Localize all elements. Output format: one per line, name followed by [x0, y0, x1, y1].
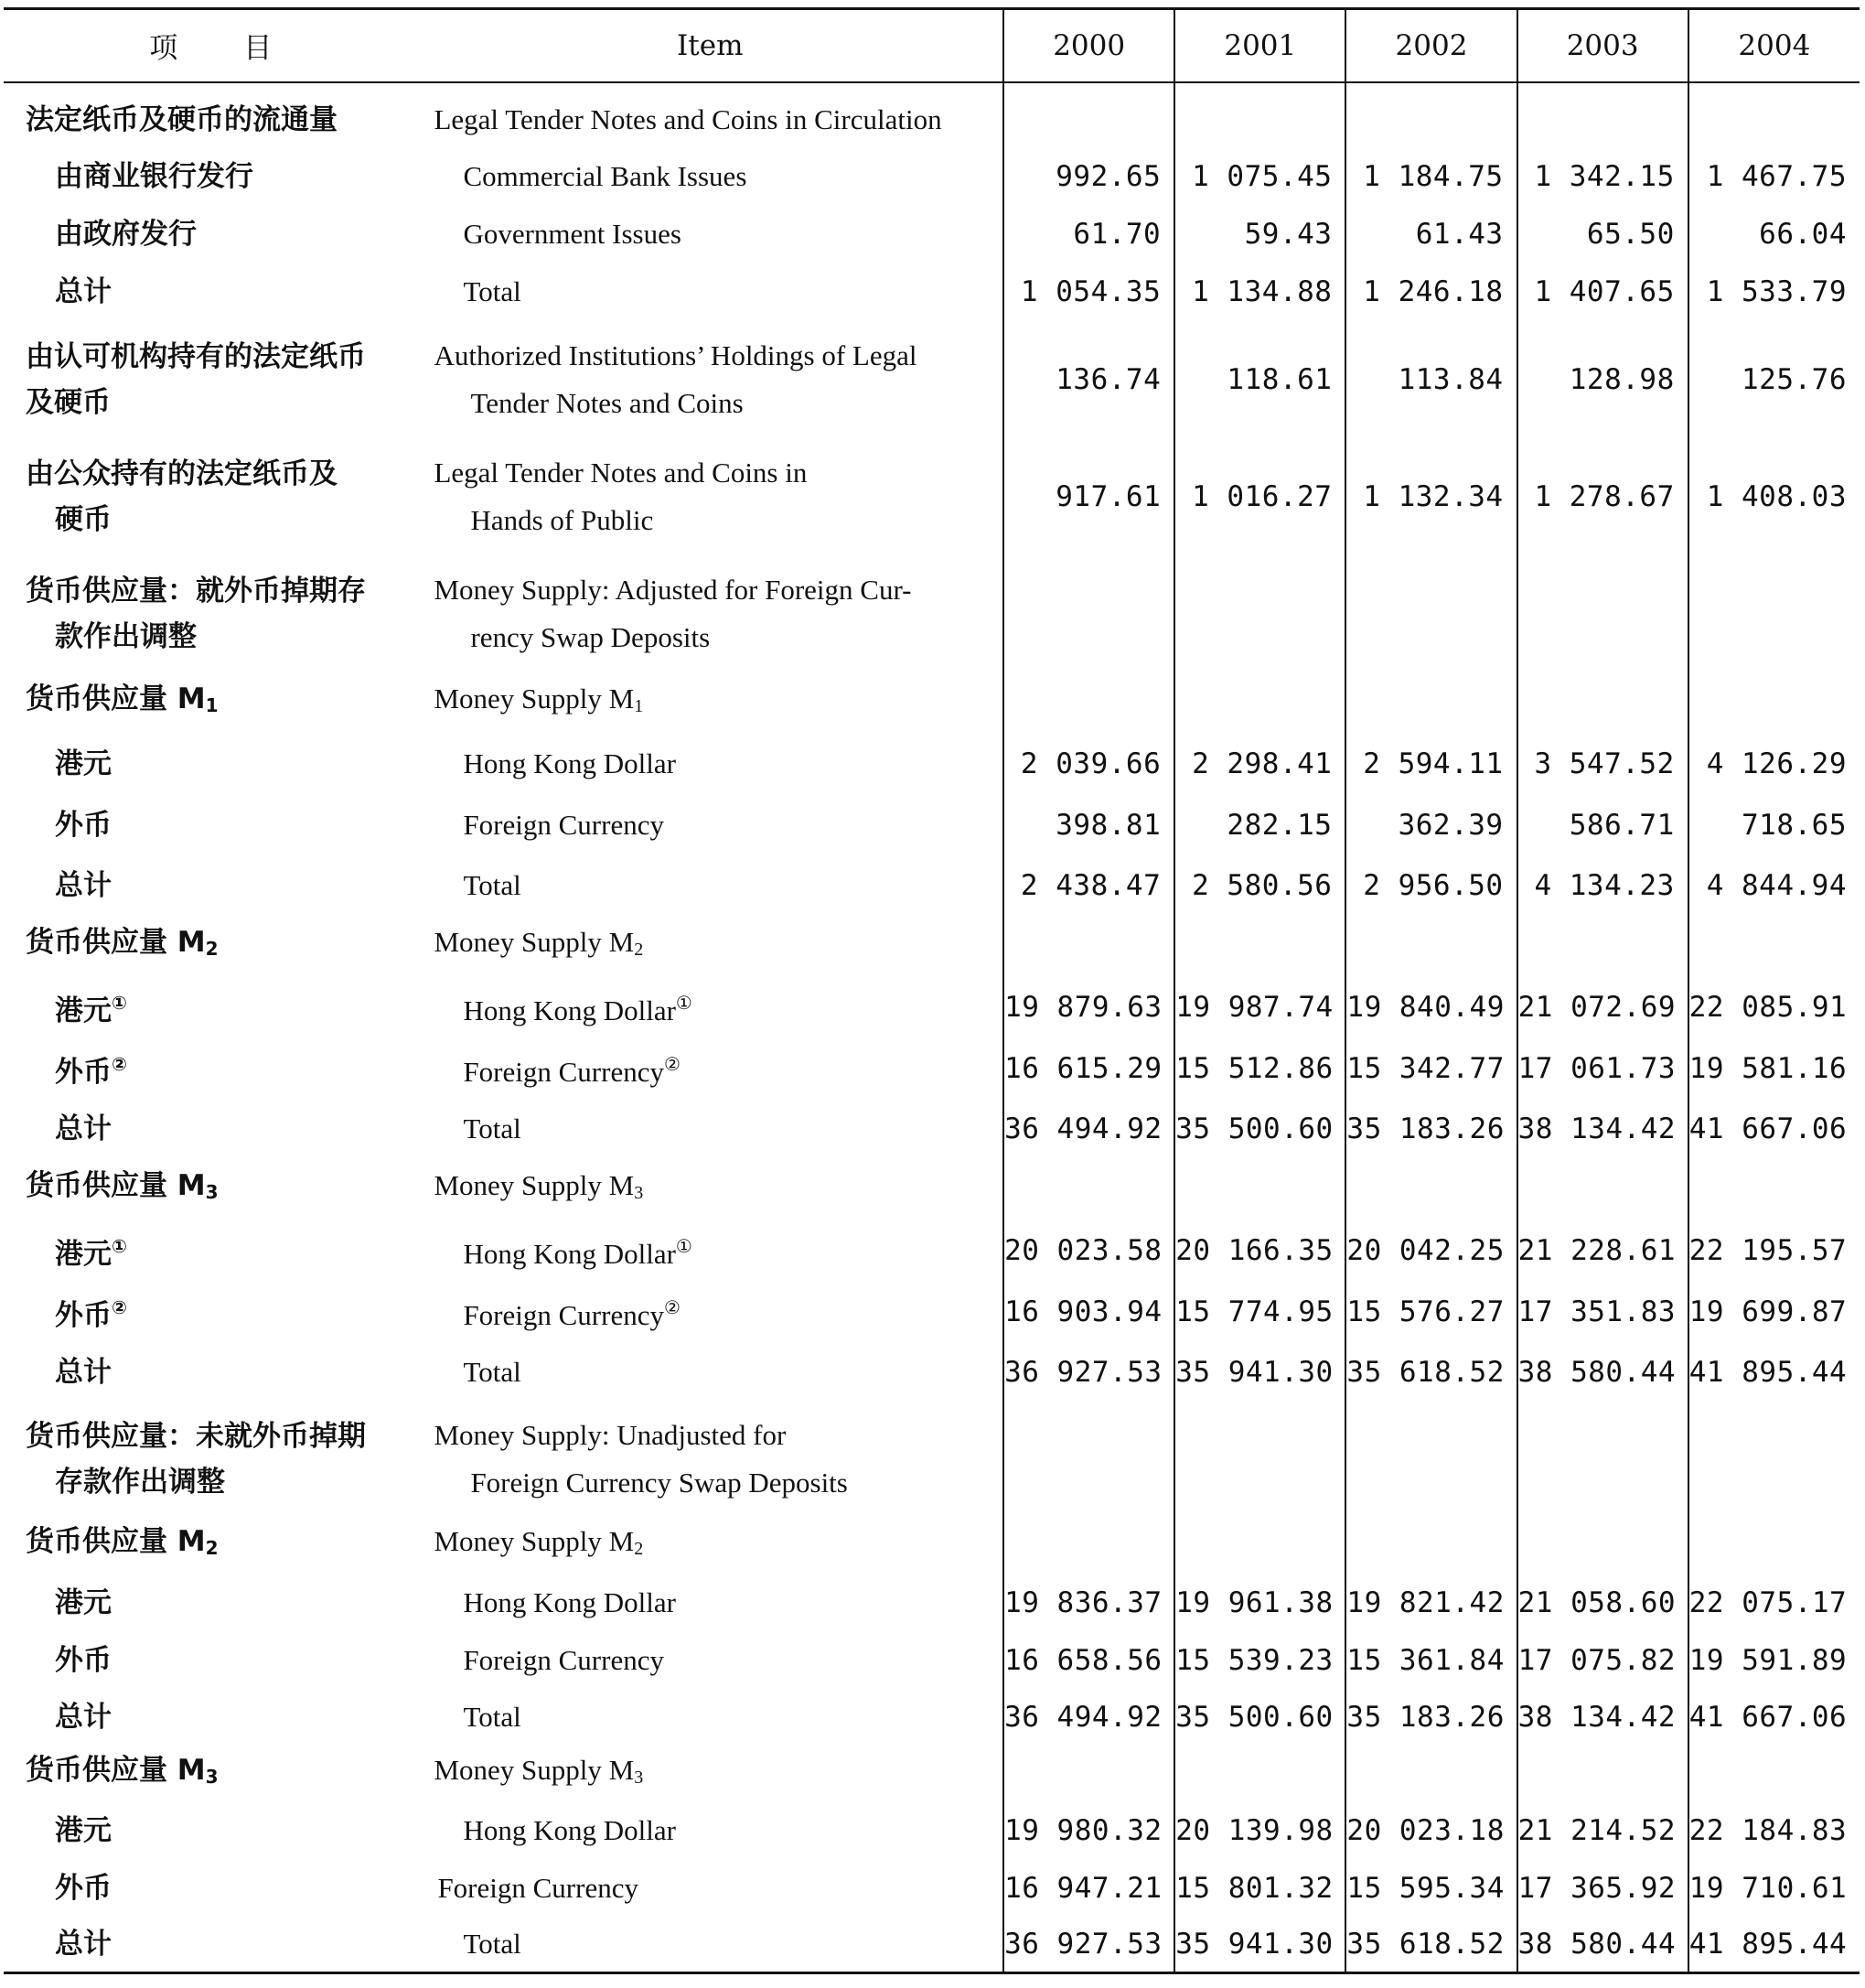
row-label-en	[417, 916, 1003, 976]
table-row	[4, 855, 1860, 916]
subscript: 2	[634, 939, 644, 960]
row-label-cn-line2: 款作出调整	[55, 619, 197, 653]
value-cell: 19 581.16	[1688, 1038, 1860, 1099]
value-cell: 2 580.56	[1174, 855, 1345, 916]
value-cell: 38 580.44	[1517, 1917, 1688, 1973]
value-cell	[1174, 1516, 1345, 1574]
value-cell: 136.74	[1003, 321, 1174, 438]
row-label-cn	[4, 1038, 417, 1099]
value-cell	[1003, 555, 1174, 672]
value-cell: 66.04	[1688, 206, 1860, 263]
value-cell	[1174, 555, 1345, 672]
value-cell: 21 214.52	[1517, 1802, 1688, 1860]
value-cell	[1688, 555, 1860, 672]
row-label-cn-text: 港元	[55, 994, 112, 1027]
value-cell	[1688, 1402, 1860, 1516]
value-cell	[1345, 672, 1517, 733]
value-cell	[1345, 1516, 1517, 1574]
value-cell: 19 699.87	[1688, 1282, 1860, 1342]
table-row	[4, 1746, 1860, 1802]
subscript: 3	[634, 1182, 644, 1203]
value-cell: 20 023.18	[1345, 1802, 1517, 1860]
subscript: 2	[205, 938, 219, 960]
row-label-cn-text: 外币	[55, 1056, 112, 1089]
row-label-en	[417, 555, 1003, 672]
header-year-2004: 2004	[1688, 9, 1860, 82]
row-label-en	[417, 672, 1003, 733]
table-row	[4, 1802, 1860, 1860]
header-row	[4, 9, 1860, 82]
row-label-cn-line2: 存款作出调整	[55, 1465, 225, 1499]
value-cell: 41 895.44	[1688, 1917, 1860, 1973]
header-item: Item	[417, 9, 1003, 82]
row-label-en-line2: Hands of Public	[470, 503, 654, 536]
row-label-cn: 总计	[55, 275, 112, 308]
row-label-cn-line1: 货币供应量：未就外币掉期	[26, 1419, 366, 1453]
footnote-mark: ②	[112, 1296, 127, 1318]
row-label-cn-line2: 硬币	[55, 502, 112, 536]
table-row	[4, 263, 1860, 321]
value-cell: 1 408.03	[1688, 438, 1860, 555]
row-label-cn-text: 外币	[55, 1299, 112, 1332]
value-cell: 113.84	[1345, 321, 1517, 438]
table-row	[4, 321, 1860, 438]
value-cell: 41 667.06	[1688, 1099, 1860, 1159]
row-label-cn-text: 货币供应量 M	[26, 682, 206, 715]
value-cell	[1517, 82, 1688, 148]
row-label-cn: 外币	[55, 1643, 112, 1677]
value-cell: 15 512.86	[1174, 1038, 1345, 1099]
value-cell: 36 494.92	[1003, 1099, 1174, 1159]
row-label-cn	[4, 672, 417, 733]
value-cell: 1 407.65	[1517, 263, 1688, 321]
value-cell: 41 667.06	[1688, 1689, 1860, 1746]
value-cell: 15 595.34	[1345, 1860, 1517, 1917]
value-cell: 19 961.38	[1174, 1574, 1345, 1632]
row-label-cn	[4, 1220, 417, 1282]
footnote-mark: ②	[663, 1297, 681, 1318]
subscript: 1	[205, 694, 219, 716]
value-cell: 20 042.25	[1345, 1220, 1517, 1282]
value-cell: 19 879.63	[1003, 976, 1174, 1038]
header-year-2003: 2003	[1517, 9, 1688, 82]
row-label-cn	[4, 1516, 417, 1574]
row-label-en: Total	[417, 1917, 1003, 1973]
table-row	[4, 82, 1860, 148]
table-row	[4, 1402, 1860, 1516]
table-row	[4, 1632, 1860, 1689]
value-cell: 917.61	[1003, 438, 1174, 555]
value-cell: 1 184.75	[1345, 148, 1517, 206]
row-label-cn: 由政府发行	[55, 218, 197, 251]
row-label-cn	[4, 321, 417, 438]
header-cn-a: 项	[149, 32, 178, 66]
value-cell: 17 075.82	[1517, 1632, 1688, 1689]
value-cell: 36 494.92	[1003, 1689, 1174, 1746]
row-label-cn-line1: 货币供应量：就外币掉期存	[26, 574, 366, 607]
table-row	[4, 1516, 1860, 1574]
header-cn-b: 目	[243, 32, 273, 66]
value-cell	[1345, 82, 1517, 148]
value-cell	[1174, 672, 1345, 733]
row-label-cn: 港元	[55, 747, 112, 780]
value-cell: 3 547.52	[1517, 733, 1688, 795]
value-cell	[1174, 916, 1345, 976]
table-row	[4, 438, 1860, 555]
table-row	[4, 1689, 1860, 1746]
value-cell: 21 072.69	[1517, 976, 1688, 1038]
footnote-mark: ②	[663, 1054, 681, 1075]
value-cell: 22 184.83	[1688, 1802, 1860, 1860]
value-cell: 718.65	[1688, 795, 1860, 855]
row-label-en: Government Issues	[463, 218, 681, 250]
table-row	[4, 916, 1860, 976]
row-label-cn: 外币	[55, 1871, 112, 1905]
table-row	[4, 1917, 1860, 1973]
value-cell: 22 085.91	[1688, 976, 1860, 1038]
value-cell	[1517, 555, 1688, 672]
value-cell: 61.43	[1345, 206, 1517, 263]
table-row	[4, 1099, 1860, 1159]
row-label-en-line1: Authorized Institutions’ Holdings of Legal	[434, 338, 917, 371]
value-cell: 36 927.53	[1003, 1917, 1174, 1973]
value-cell: 17 351.83	[1517, 1282, 1688, 1342]
value-cell: 15 576.27	[1345, 1282, 1517, 1342]
value-cell	[1003, 1159, 1174, 1220]
value-cell: 1 342.15	[1517, 148, 1688, 206]
value-cell	[1174, 1402, 1345, 1516]
footnote-mark: ②	[112, 1053, 127, 1075]
row-label-en: Total	[463, 1112, 521, 1144]
value-cell	[1517, 916, 1688, 976]
row-label-cn-text: 货币供应量 M	[26, 1754, 206, 1787]
subscript: 2	[634, 1538, 644, 1559]
value-cell	[1003, 672, 1174, 733]
row-label-en	[417, 438, 1003, 555]
row-label-en-text: Money Supply M	[434, 1168, 635, 1201]
table-row	[4, 1220, 1860, 1282]
value-cell	[1345, 1746, 1517, 1802]
table-row	[4, 1282, 1860, 1342]
header-cn	[4, 9, 417, 82]
row-label-en	[417, 976, 1003, 1038]
value-cell: 282.15	[1174, 795, 1345, 855]
value-cell: 35 500.60	[1174, 1099, 1345, 1159]
row-label-cn-text: 货币供应量 M	[26, 1525, 206, 1558]
footnote-mark: ①	[675, 1236, 692, 1257]
row-label-en: Foreign Currency	[463, 808, 664, 841]
value-cell: 1 467.75	[1688, 148, 1860, 206]
value-cell: 1 075.45	[1174, 148, 1345, 206]
value-cell: 1 246.18	[1345, 263, 1517, 321]
table-row	[4, 976, 1860, 1038]
value-cell: 16 947.21	[1003, 1860, 1174, 1917]
table-row	[4, 148, 1860, 206]
row-label-en-text: Money Supply M	[434, 682, 635, 715]
value-cell: 2 594.11	[1345, 733, 1517, 795]
value-cell: 20 166.35	[1174, 1220, 1345, 1282]
row-label-en	[417, 1516, 1003, 1574]
value-cell: 59.43	[1174, 206, 1345, 263]
value-cell: 1 132.34	[1345, 438, 1517, 555]
value-cell: 4 134.23	[1517, 855, 1688, 916]
value-cell: 35 941.30	[1174, 1917, 1345, 1973]
row-label-cn: 总计	[4, 1917, 417, 1973]
row-label-en: Total	[463, 868, 521, 901]
value-cell	[1345, 1159, 1517, 1220]
value-cell: 15 361.84	[1345, 1632, 1517, 1689]
row-label-en-line1: Money Supply: Unadjusted for	[434, 1418, 787, 1451]
value-cell	[1517, 672, 1688, 733]
row-label-en: Foreign Currency	[463, 1643, 664, 1676]
footnote-mark: ①	[675, 993, 692, 1014]
row-label-cn-line1: 由认可机构持有的法定纸币	[26, 339, 366, 373]
value-cell: 4 126.29	[1688, 733, 1860, 795]
value-cell: 118.61	[1174, 321, 1345, 438]
value-cell: 2 298.41	[1174, 733, 1345, 795]
value-cell: 20 023.58	[1003, 1220, 1174, 1282]
value-cell: 19 987.74	[1174, 976, 1345, 1038]
row-label-en	[417, 1220, 1003, 1282]
value-cell: 61.70	[1003, 206, 1174, 263]
value-cell: 17 365.92	[1517, 1860, 1688, 1917]
row-label-en-line1: Money Supply: Adjusted for Foreign Cur-	[434, 573, 912, 606]
row-label-en: Total	[463, 275, 521, 307]
value-cell	[1517, 1516, 1688, 1574]
value-cell	[1174, 1159, 1345, 1220]
value-cell: 38 134.42	[1517, 1099, 1688, 1159]
value-cell: 16 658.56	[1003, 1632, 1174, 1689]
value-cell: 35 941.30	[1174, 1342, 1345, 1402]
value-cell	[1688, 1746, 1860, 1802]
row-label-en	[417, 1038, 1003, 1099]
value-cell	[1345, 1402, 1517, 1516]
money-supply-table	[4, 7, 1860, 1974]
value-cell	[1345, 555, 1517, 672]
value-cell: 36 927.53	[1003, 1342, 1174, 1402]
row-label-cn: 法定纸币及硬币的流通量	[26, 103, 338, 136]
value-cell: 125.76	[1688, 321, 1860, 438]
row-label-en-line1: Legal Tender Notes and Coins in	[434, 456, 808, 489]
value-cell: 35 183.26	[1345, 1689, 1517, 1746]
value-cell	[1003, 1516, 1174, 1574]
row-label-en	[417, 1746, 1003, 1802]
value-cell: 4 844.94	[1688, 855, 1860, 916]
value-cell: 35 618.52	[1345, 1342, 1517, 1402]
value-cell	[1688, 1159, 1860, 1220]
value-cell: 35 618.52	[1345, 1917, 1517, 1973]
value-cell: 15 539.23	[1174, 1632, 1345, 1689]
value-cell: 19 591.89	[1688, 1632, 1860, 1689]
value-cell	[1345, 916, 1517, 976]
subscript: 2	[205, 1537, 219, 1559]
row-label-en-text: Foreign Currency	[463, 1298, 664, 1331]
value-cell: 22 075.17	[1688, 1574, 1860, 1632]
value-cell	[1174, 82, 1345, 148]
value-cell: 38 134.42	[1517, 1689, 1688, 1746]
value-cell: 128.98	[1517, 321, 1688, 438]
table-row	[4, 1860, 1860, 1917]
value-cell	[1003, 916, 1174, 976]
row-label-en	[417, 321, 1003, 438]
value-cell: 19 710.61	[1688, 1860, 1860, 1917]
row-label-cn-text: 货币供应量 M	[26, 1169, 206, 1202]
value-cell: 2 039.66	[1003, 733, 1174, 795]
row-label-cn: 由商业银行发行	[55, 160, 253, 193]
value-cell: 19 836.37	[1003, 1574, 1174, 1632]
row-label-cn: 总计	[55, 1112, 112, 1145]
row-label-cn-text: 港元	[55, 1238, 112, 1271]
row-label-cn: 总计	[55, 1700, 112, 1734]
value-cell: 65.50	[1517, 206, 1688, 263]
row-label-cn: 港元	[55, 1586, 112, 1619]
value-cell: 1 134.88	[1174, 263, 1345, 321]
value-cell	[1517, 1402, 1688, 1516]
value-cell: 1 278.67	[1517, 438, 1688, 555]
header-year-2001: 2001	[1174, 9, 1345, 82]
row-label-cn-line2: 及硬币	[26, 385, 111, 419]
table-row	[4, 555, 1860, 672]
value-cell: 41 895.44	[1688, 1342, 1860, 1402]
footnote-mark: ①	[112, 1235, 127, 1257]
value-cell: 2 956.50	[1345, 855, 1517, 916]
value-cell: 22 195.57	[1688, 1220, 1860, 1282]
row-label-en: Hong Kong Dollar	[463, 1586, 676, 1618]
value-cell: 16 615.29	[1003, 1038, 1174, 1099]
table-row	[4, 1342, 1860, 1402]
header-year-2002: 2002	[1345, 9, 1517, 82]
value-cell: 17 061.73	[1517, 1038, 1688, 1099]
table-row	[4, 733, 1860, 795]
value-cell: 20 139.98	[1174, 1802, 1345, 1860]
value-cell: 15 342.77	[1345, 1038, 1517, 1099]
subscript: 3	[205, 1181, 219, 1203]
value-cell	[1003, 1402, 1174, 1516]
subscript: 3	[634, 1767, 644, 1788]
value-cell: 586.71	[1517, 795, 1688, 855]
row-label-cn	[4, 976, 417, 1038]
row-label-en	[417, 1159, 1003, 1220]
row-label-en	[417, 1282, 1003, 1342]
value-cell	[1688, 1516, 1860, 1574]
row-label-cn	[4, 1282, 417, 1342]
row-label-en-text: Money Supply M	[434, 1753, 635, 1786]
value-cell: 19 980.32	[1003, 1802, 1174, 1860]
row-label-en: Legal Tender Notes and Coins in Circulation	[434, 103, 942, 135]
header-year-2000: 2000	[1003, 9, 1174, 82]
row-label-cn: 总计	[55, 1355, 112, 1389]
row-label-en: Commercial Bank Issues	[463, 160, 747, 192]
table-row	[4, 795, 1860, 855]
row-label-en-line2: Foreign Currency Swap Deposits	[470, 1466, 848, 1499]
row-label-cn	[4, 1746, 417, 1802]
value-cell	[1688, 82, 1860, 148]
value-cell: 1 016.27	[1174, 438, 1345, 555]
value-cell: 21 058.60	[1517, 1574, 1688, 1632]
value-cell: 19 840.49	[1345, 976, 1517, 1038]
value-cell	[1517, 1746, 1688, 1802]
value-cell: 1 054.35	[1003, 263, 1174, 321]
subscript: 1	[634, 695, 644, 716]
value-cell: 35 183.26	[1345, 1099, 1517, 1159]
row-label-cn	[4, 438, 417, 555]
value-cell	[1688, 916, 1860, 976]
row-label-en	[417, 1402, 1003, 1516]
subscript: 3	[205, 1766, 219, 1788]
table-row	[4, 1038, 1860, 1099]
value-cell	[1003, 82, 1174, 148]
row-label-cn-line1: 由公众持有的法定纸币及	[26, 457, 338, 490]
table-row	[4, 1159, 1860, 1220]
row-label-en-text: Hong Kong Dollar	[463, 1237, 676, 1270]
table-row	[4, 206, 1860, 263]
row-label-en-line2: rency Swap Deposits	[470, 620, 711, 653]
value-cell: 16 903.94	[1003, 1282, 1174, 1342]
footnote-mark: ①	[112, 992, 127, 1014]
row-label-en-text: Foreign Currency	[463, 1055, 664, 1088]
value-cell: 38 580.44	[1517, 1342, 1688, 1402]
row-label-en-text: Hong Kong Dollar	[463, 994, 676, 1026]
value-cell: 1 533.79	[1688, 263, 1860, 321]
value-cell	[1517, 1159, 1688, 1220]
row-label-en: Hong Kong Dollar	[463, 1814, 676, 1846]
row-label-en: Total	[463, 1700, 521, 1733]
row-label-en-text: Money Supply M	[434, 925, 635, 958]
row-label-en: Foreign Currency	[437, 1871, 638, 1904]
row-label-en-line2: Tender Notes and Coins	[470, 386, 744, 419]
table-row	[4, 672, 1860, 733]
row-label-en: Hong Kong Dollar	[463, 747, 676, 779]
value-cell: 398.81	[1003, 795, 1174, 855]
row-label-cn: 外币	[55, 808, 112, 842]
value-cell: 362.39	[1345, 795, 1517, 855]
row-label-cn	[4, 555, 417, 672]
value-cell: 21 228.61	[1517, 1220, 1688, 1282]
value-cell: 2 438.47	[1003, 855, 1174, 916]
row-label-cn: 港元	[55, 1814, 112, 1847]
value-cell: 15 774.95	[1174, 1282, 1345, 1342]
value-cell	[1688, 672, 1860, 733]
table-row	[4, 1574, 1860, 1632]
row-label-cn-text: 货币供应量 M	[26, 926, 206, 959]
value-cell: 15 801.32	[1174, 1860, 1345, 1917]
value-cell: 35 500.60	[1174, 1689, 1345, 1746]
value-cell	[1174, 1746, 1345, 1802]
row-label-en: Total	[463, 1355, 521, 1388]
row-label-cn	[4, 916, 417, 976]
value-cell	[1003, 1746, 1174, 1802]
value-cell: 992.65	[1003, 148, 1174, 206]
row-label-cn	[4, 1159, 417, 1220]
row-label-cn	[4, 1402, 417, 1516]
value-cell: 19 821.42	[1345, 1574, 1517, 1632]
row-label-en-text: Money Supply M	[434, 1524, 635, 1557]
row-label-cn: 总计	[55, 868, 112, 902]
